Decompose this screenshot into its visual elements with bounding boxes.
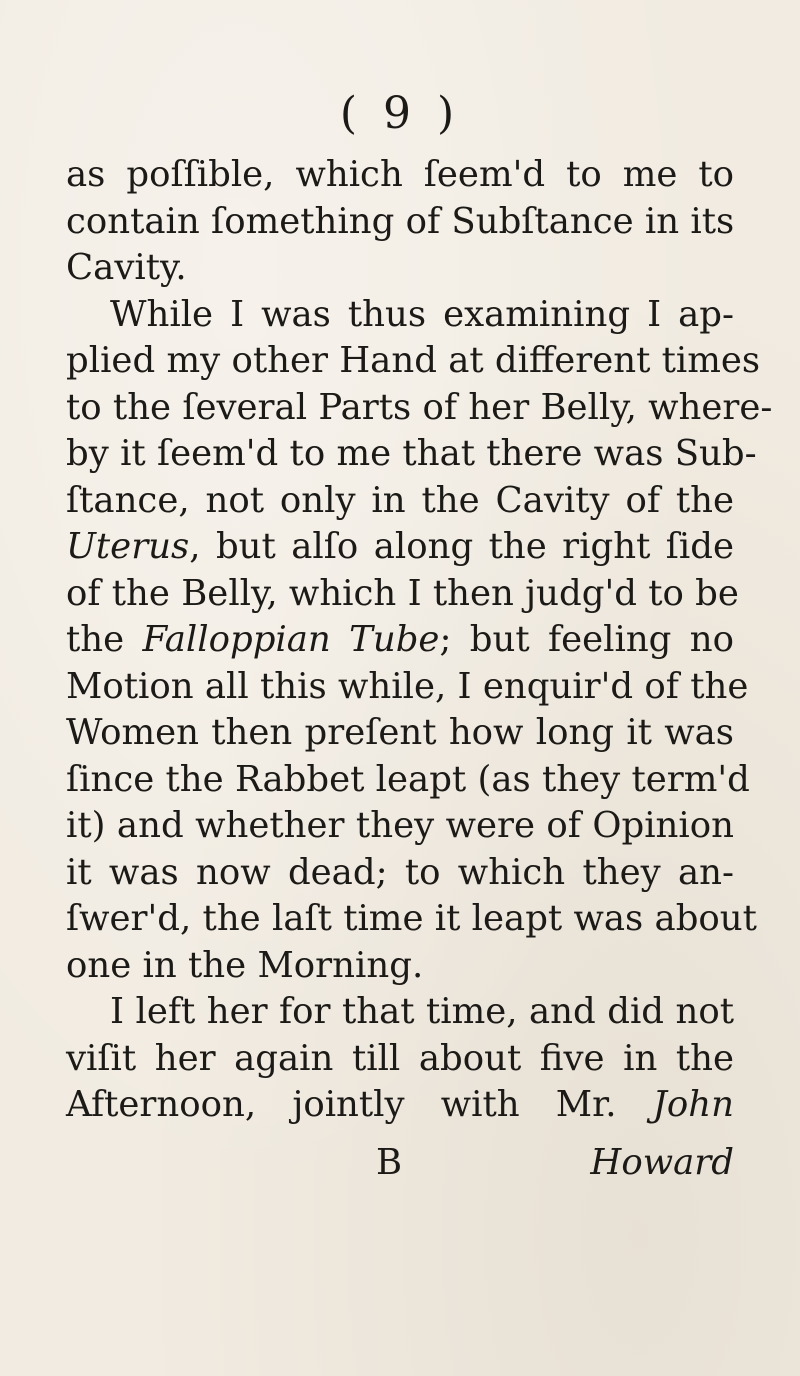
text-line: Motion all this while, I enquir'd of the [66, 665, 749, 707]
signature-mark: B [376, 1142, 403, 1183]
paragraph-start-line: I left her for that time, and did not [110, 991, 734, 1032]
text-line: one in the Morning. [66, 944, 424, 986]
text-segment: ; but feeling no [439, 619, 735, 660]
text-line: it) and whether they were of Opinion [66, 805, 734, 846]
text-line [66, 1082, 734, 1129]
text-line: Women then preſent how long it was [66, 712, 734, 753]
text-segment: , but alſo along the right ſide [189, 526, 734, 567]
italic-name: John [652, 1084, 734, 1125]
text-segment: the [66, 619, 143, 660]
page-number: ( 9 ) [339, 88, 461, 139]
text-line [66, 617, 734, 664]
italic-term: Uterus [66, 526, 190, 567]
text-line: contain ſomething of Subſtance in its [66, 200, 735, 242]
catchword: Howard [590, 1142, 734, 1183]
text-line: it was now dead; to which they an- [66, 851, 734, 893]
text-line: by it ſeem'd to me that there was Sub- [66, 433, 757, 474]
text-line: Cavity. [66, 247, 187, 288]
text-line: ſtance, not only in the Cavity of the [66, 479, 734, 521]
body-text [66, 152, 773, 1129]
text-line: ſwer'd, the laſt time it leapt was about [66, 898, 757, 939]
italic-term: Falloppian Tube [142, 619, 440, 660]
footer-row [66, 1140, 734, 1190]
text-segment: Afternoon, jointly with Mr. [66, 1084, 653, 1125]
text-line [66, 524, 734, 571]
text-line: to the ſeveral Parts of her Belly, where- [66, 386, 773, 428]
text-line: ſince the Rabbet leapt (as they term'd [66, 758, 750, 800]
text-line: of the Belly, which I then judg'd to be [66, 572, 739, 614]
paragraph-start-line: While I was thus examining I ap- [110, 293, 734, 335]
text-line: plied my other Hand at different times [66, 340, 761, 381]
text-line: viſit her again till about five in the [66, 1037, 734, 1079]
text-line: as poſſible, which ſeem'd to me to [66, 154, 734, 195]
